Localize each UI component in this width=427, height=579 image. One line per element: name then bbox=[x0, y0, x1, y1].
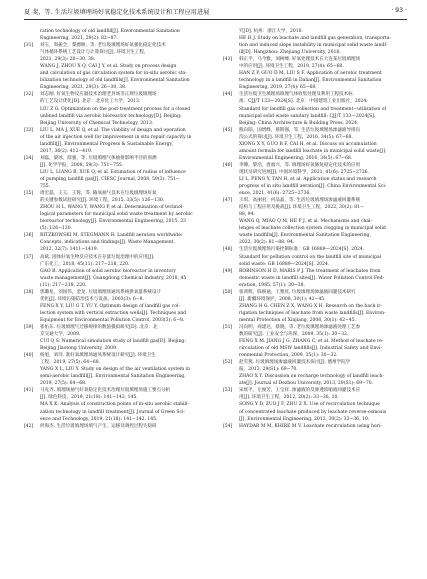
reference-entry bbox=[24, 423, 208, 430]
reference-text-line: 755. bbox=[40, 184, 51, 190]
reference-text-line: HAYDAR M M, KHIRE M V. Leachate recirculation using hori- bbox=[239, 423, 382, 429]
reference-text-line: rigation techniques of leachate from waste landfills[J]. Environ- bbox=[239, 310, 386, 316]
reference-text-line: ROBINSON H D, MARIS P J. The treatment of leachates from bbox=[239, 268, 381, 274]
reference-number: [54] bbox=[223, 423, 233, 429]
reference-entry bbox=[223, 423, 407, 430]
reference-text-line: 刘志刚. 好氧生物反应器技术治理老封场非正规垃圾填埋场 bbox=[40, 92, 157, 98]
reference-text-line: waste landfills[J]. Environmental Sanitation Engineering, bbox=[239, 233, 371, 239]
reference-text-line: WANG Q, MIAO Q M, HE P J, et al. Mechanisms and chal- bbox=[239, 219, 373, 225]
reference-entry bbox=[223, 70, 407, 91]
reference-text-line: 88, 94. bbox=[239, 212, 255, 218]
reference-text-line: tion and induced slope instability in municipal solid waste landf- bbox=[239, 43, 388, 49]
reference-entry bbox=[24, 324, 208, 338]
reference-entry bbox=[223, 268, 407, 289]
reference-text-line: 2012, 32(7): 1411−1419. bbox=[40, 247, 99, 253]
reference-entry bbox=[24, 338, 208, 352]
reference-entry bbox=[223, 91, 407, 105]
reference-text-line: HE H J. Study on leachate and landfill gas generation, transporta- bbox=[239, 36, 392, 42]
reference-text-line: ence and Technology, 2019, 21(18): 141−142, 145. bbox=[40, 416, 158, 422]
reference-number: [44] bbox=[223, 92, 233, 98]
reference-text-line: Equipment for Environmental Pollution Control, 2003(3): 6−8. bbox=[40, 317, 185, 323]
reference-text-line: LIU L, LIANG B, XUE Q, et al. Estimation of radius of influence bbox=[40, 169, 186, 175]
reference-text-line: Engineering, 2019, 27(4): 65−68. bbox=[239, 85, 317, 91]
reference-text-line: Engineering, 2021, 29(2): 82−87. bbox=[40, 36, 118, 42]
reference-entry bbox=[223, 373, 407, 387]
reference-text-line: LIU L, MA J, XUE Q, et al. The viability of design and operation bbox=[40, 127, 186, 133]
reference-entry bbox=[24, 268, 208, 289]
reference-number: [40] bbox=[24, 353, 34, 359]
reference-entry bbox=[223, 197, 407, 218]
reference-text-line: 赵雪燕. 垃圾填埋场渗滤液回灌技术探讨[J]. 德州学院学 bbox=[239, 360, 351, 366]
running-header-title: 夏 斐，等. 生活垃圾填埋场好氧稳定化技术系统设计和工程应用进展 bbox=[24, 9, 210, 16]
reference-text-line: 李慷，黎浩，唐福兴，等. 填埋场好氧修复稳定化技术的应用 bbox=[239, 162, 361, 168]
reference-text-line: [J]. Environmental Engineering, 2012, 30(2): 33−36, 10. bbox=[239, 416, 370, 422]
reference-text-line: ZHOU H L, WANG Y, WANG P, et al. Determination of technol- bbox=[40, 205, 184, 211]
reference-number: [36] bbox=[24, 233, 34, 239]
reference-text-line: [J]. 绿色科技，2019, 21(18): 141−142, 145. bbox=[40, 395, 138, 401]
header-rule bbox=[24, 19, 407, 20]
reference-text-line: 张鸿辉，陈焕通，王雅优. 垃圾填埋场渗滤液回灌技术研究 bbox=[239, 289, 356, 295]
reference-entry bbox=[24, 169, 208, 190]
reference-entry bbox=[223, 387, 407, 401]
reference-text-line: 2022, 30(2): 81−88, 94. bbox=[239, 240, 295, 246]
reference-text-line: ate[J]. Journal of Dezhou University, 2013, 29(S1): 69−70. bbox=[239, 381, 374, 387]
reference-text-line: 马克齐. 填埋场抽气好氧稳定化技术治理垃圾填埋场施工要点分析 bbox=[40, 388, 171, 394]
reference-text-line: 京交通大学，2009. bbox=[40, 332, 81, 338]
reference-text-line: ration technology of old landfill[J]. Environmental Sanitation bbox=[40, 29, 180, 34]
reference-text-line: semi-aerobic landfill[J]. Environmental Sanitation Engineering, bbox=[40, 374, 186, 380]
reference-text-line: Environmental Engineering, 2016, 34(5): 67−68. bbox=[239, 155, 353, 161]
reference-text-line: LIU Z G. Optimization on the post-treatment process for a closed bbox=[40, 106, 191, 112]
reference-text-line: progress of in situ landfill aeration[J]. China Environmental Sci- bbox=[239, 184, 387, 190]
reference-entry bbox=[24, 303, 208, 324]
reference-text-line: 的关键参数试验研究[J]. 环境工程，2015, 33(5): 126−130. bbox=[40, 198, 165, 204]
reference-text-line: of concentrated leachate produced by leachate reverse-osmosis bbox=[239, 409, 387, 415]
reference-text-line: (5): 126−130. bbox=[40, 226, 73, 232]
reference-number: [51] bbox=[223, 324, 233, 330]
reference-entry bbox=[24, 366, 208, 387]
reference-entry bbox=[223, 303, 407, 324]
reference-number: [38] bbox=[24, 289, 34, 295]
reference-text-line: 冯向明，商建达，蔡晓，等. 老垃圾填埋场渗滤液处理工艺参 bbox=[239, 324, 361, 330]
reference-text-line: 工程，2019, 27(5): 64−68. bbox=[40, 360, 101, 366]
running-header bbox=[24, 7, 407, 19]
reference-number: [49] bbox=[223, 268, 233, 274]
reference-text-line: amount formula for landfill leachate in municipal solid waste[J]. bbox=[239, 148, 387, 154]
reference-number: [34] bbox=[24, 155, 34, 161]
reference-entry bbox=[24, 387, 208, 401]
reference-text-line: SONG Y D, ZUO J F, ZHU Z X. Use of recirculation technique bbox=[239, 402, 380, 408]
reference-text-line: 熊向阳，国增峰，蔡斯强，等. 生活垃圾填埋场渗滤液导排盲 bbox=[239, 127, 361, 133]
reference-entry bbox=[24, 155, 208, 169]
reference-number: [46] bbox=[223, 162, 233, 168]
reference-text-line: RITZKOWSKI M, STEGMANN R. Landfill aeration worldwide: bbox=[40, 233, 183, 239]
page-number: · 93 · bbox=[391, 7, 407, 14]
reference-text-line: waste management[J]. Guangdong Chemical Industry, 2018, 45 bbox=[40, 275, 187, 281]
reference-text-line: unlined landfill via aerobic bioreactor technology[D]. Beijing: bbox=[40, 113, 182, 119]
reference-number: [32] bbox=[24, 92, 34, 98]
reference-entry bbox=[223, 359, 407, 373]
reference-number: [45] bbox=[223, 127, 233, 133]
reference-text-line: mental Protection of Xinjiang, 2008, 30(1): 42−45. bbox=[239, 317, 357, 323]
reference-entry bbox=[24, 91, 208, 105]
reference-text-line: 周宏磊，王玉，王蓉，等. 输氧抽气技术在垃圾填埋场好氧 bbox=[40, 191, 157, 197]
reference-text-line: 用[J]. 环境卫生工程，2012, 20(2): 33−36, 10. bbox=[239, 395, 339, 401]
reference-text-line: of pumping landfill gas[J]. CIESC Journal, 2008, 59(3): 751− bbox=[40, 176, 180, 182]
reference-text-line: LI L, PENG Y, TAN H, et al. Application status and research bbox=[239, 176, 377, 182]
reference-entry bbox=[223, 246, 407, 253]
reference-entry bbox=[24, 254, 208, 268]
reference-text-line: Standard for pollution control on the landfill site of municipal bbox=[239, 254, 382, 260]
reference-text-line: 宋瑶平，左俊芳，王宝祥. 渗滤液的反渗透浓缩液回灌技术应 bbox=[239, 388, 361, 394]
reference-text-line: ZHAO X Y. Discussion on recharge technology of landfill leach- bbox=[239, 374, 384, 380]
reference-text-line: CUI Q S. Numerical simulation study of landfill gas[D]. Beijing: bbox=[40, 339, 186, 345]
reference-text-line: domestic waste in landfill sites[J]. Water Pollution Control Fed- bbox=[239, 275, 385, 281]
reference-number: [35] bbox=[24, 191, 34, 197]
reference-text-line: Standard for landfill gas collection and treatment−utilization of bbox=[239, 106, 387, 112]
reference-text-line: bioreactor technology[J]. Environmental Engineering, 2015, 33 bbox=[40, 219, 187, 225]
reference-text-line: GAO B. Application of solid aerobic bioreactor in inventory bbox=[40, 268, 176, 274]
reference-entry bbox=[223, 324, 407, 338]
reference-number: [33] bbox=[24, 127, 34, 133]
reference-text-line: FENG X Y, LIU G T, YU Y. Optimum design of landfill gas col- bbox=[40, 303, 181, 309]
reference-text-line: bilization technology of old landfills[J]. Environmental Sanitation bbox=[40, 78, 190, 84]
reference-text-line: solid waste: GB 16889—2024[S]. 2024. bbox=[239, 261, 330, 267]
reference-text-line: zation technology in landfill treatment[J]. Journal of Green Sci- bbox=[40, 409, 186, 415]
reference-text-line: Engineering, 2021, 29(3): 26−30, 38. bbox=[40, 85, 127, 91]
reference-text-line: 报，2013, 29(S1): 69−70. bbox=[239, 367, 298, 373]
reference-text-line: ZHANG H G, CHEN Z X, WANG X H. Research on the back ir- bbox=[239, 303, 382, 309]
reference-entry bbox=[223, 254, 407, 268]
reference-text-line: 生活垃圾卫生填埋场填埋气体收集处理及利用工程技术标 bbox=[239, 92, 353, 98]
reference-text-line: YANG X L, LIU Y. Study on design of the air ventilation system in bbox=[40, 367, 191, 373]
reference-number: [53] bbox=[223, 388, 233, 394]
reference-text-line: 韩正平，马今雅，刘树峰. 好氧处理技术在大连某垃圾填埋场 bbox=[239, 57, 361, 63]
reference-text-line: 准：CJJ/T 133—2024[S]. 北京：中国建筑工业出版社，2024. bbox=[239, 99, 368, 105]
reference-text-line: 现状及研究进展[J]. 中国环境科学，2021, 41(6): 2725−2736. bbox=[239, 169, 369, 175]
reference-text-line: landfill[J]. Environmental Progress & Sustainable Energy, bbox=[40, 141, 173, 147]
reference-entry bbox=[223, 176, 407, 197]
reference-text-line: and calculation of gas circulation system for in-situ aerobic sta- bbox=[40, 71, 187, 77]
reference-text-line: circulation of old MSW landfills[J]. Industrial Safety and Envi- bbox=[239, 346, 382, 352]
reference-entry bbox=[223, 338, 407, 359]
reference-text-line: 沟公式的探讨[J]. 环境卫生工程，2016, 34(5): 67−68. bbox=[239, 134, 353, 140]
reference-entry bbox=[24, 28, 208, 42]
reference-text-line: 何海杰. 生活垃圾填埋场填气产生、运移及调控过程失稳研 bbox=[40, 423, 157, 429]
references-right-column bbox=[223, 28, 407, 430]
reference-text-line: WANG J, ZHOU X Q, CAI J Y, et al. Study on process design bbox=[40, 64, 177, 70]
reference-text-line: of the air injection well for improvement in situ repair capacity in bbox=[40, 134, 192, 140]
reference-text-line: 2021, 29(3): 26−30, 38. bbox=[40, 57, 96, 63]
reference-number: [41] bbox=[24, 388, 34, 394]
reference-text-line: lection system with vertical extraction wells[J]. Techniques and bbox=[40, 310, 187, 316]
reference-text-line: 2019, 27(5): 64−68. bbox=[40, 381, 87, 387]
reference-text-line: 数的研究[J]. 工业安全与环保，2009, 35(1): 30−32. bbox=[239, 332, 349, 338]
reference-text-line: 优化[J]. 环境污染防治技术与设备，2003(3): 6−8. bbox=[40, 296, 144, 302]
reference-text-line: [J]. 新疆环境保护，2008, 30(1): 42−45. bbox=[239, 296, 326, 302]
reference-entry bbox=[24, 190, 208, 204]
reference-text-line: HAN Z P, GUO D M, LIU S F. Application of aerobic treatment bbox=[239, 71, 382, 77]
reference-text-line: logical parameters for municipal solid waste treatment by aerobic bbox=[40, 212, 193, 218]
reference-text-line: eration, 1985, 57(1): 30−38. bbox=[239, 282, 305, 288]
reference-entry bbox=[24, 204, 208, 232]
reference-text-line: Beijing: China Architecture & Building Press, 2024. bbox=[239, 120, 359, 126]
reference-text-line: municipal solid waste sanitary landfill: CJJ/T 133—2024[S]. bbox=[239, 113, 376, 119]
reference-text-line: [J]. 化学学报，2008, 59(3): 751−755. bbox=[40, 162, 124, 168]
reference-number: [50] bbox=[223, 289, 233, 295]
reference-text-line: Beijing Jiaotong University, 2009. bbox=[40, 346, 118, 352]
reference-entry bbox=[223, 289, 407, 303]
reference-text-line: ill[D]. Hangzhou: Zhejiang University, 2018. bbox=[239, 50, 341, 56]
reference-entry bbox=[223, 162, 407, 176]
reference-entry bbox=[223, 28, 407, 35]
reference-entry bbox=[24, 289, 208, 303]
reference-text-line: 结构与工程应用及挑战[J]. 环境卫生工程，2022, 30(2): 81− bbox=[239, 205, 364, 211]
references-left-column bbox=[24, 28, 208, 430]
reference-entry bbox=[24, 106, 208, 127]
reference-text-line: lenges of leachate collection system clogging in municipal solid bbox=[239, 226, 386, 232]
reference-entry bbox=[24, 232, 208, 253]
reference-text-line: 杨旭，刘洋. 准好氧填埋场通风系统设计研究[J]. 环境卫生 bbox=[40, 353, 156, 359]
reference-number: [48] bbox=[223, 247, 233, 253]
reference-entry bbox=[24, 352, 208, 366]
reference-text-line: ence, 2021, 41(6): 2725−2736. bbox=[239, 191, 311, 197]
reference-text-line: ronmental Protection, 2009, 35(1): 30−32. bbox=[239, 353, 338, 359]
reference-text-line: 刘玉，周振全，黎德修，等. 老垃圾填埋场好氧强化稳定化技术 bbox=[40, 43, 166, 49]
reference-entry bbox=[24, 401, 208, 422]
reference-text-line: Beijing University of Chemical Technology, 2013. bbox=[40, 120, 154, 126]
reference-entry bbox=[223, 35, 407, 56]
reference-text-line: 气体循环系统工艺设计与计算探讨[J]. 环境卫生工程， bbox=[40, 50, 149, 56]
reference-number: [47] bbox=[223, 198, 233, 204]
reference-text-line: Concepts, indications and findings[J]. Waste Management, bbox=[40, 240, 175, 246]
reference-entry bbox=[24, 42, 208, 63]
reference-text-line: 郭璐星，刘国伟，金龙. 垃圾填埋场通风系统供氧量系统设计 bbox=[40, 289, 162, 295]
reference-entry bbox=[24, 127, 208, 155]
reference-entry bbox=[223, 127, 407, 141]
reference-entry bbox=[223, 56, 407, 70]
reference-number: [42] bbox=[24, 423, 34, 429]
reference-entry bbox=[24, 63, 208, 91]
reference-text-line: 崔佑东. 垃圾填埋气迁移规律的数值模拟研究[D]. 北京：北 bbox=[40, 324, 158, 330]
reference-text-line: XIONG X Y, GUO B F, CAI H, et al. Discuss on accumulation bbox=[239, 141, 377, 147]
reference-entry bbox=[223, 401, 407, 422]
reference-text-line: FENG X M, JIANG J G, ZHANG C, et al. Method of leachate re- bbox=[239, 339, 384, 345]
reference-number: [31] bbox=[24, 43, 34, 49]
reference-text-line: 生活垃圾填埋场污染控制标准：GB 16889—2024[S]. 2024. bbox=[239, 247, 365, 253]
reference-text-line: 的工艺设计优化[D]. 北京：北京化工大学，2013. bbox=[40, 99, 141, 105]
reference-text-line: 王琪，高丽君，何品晶，等. 生活垃圾填埋场渗滤液回灌系统 bbox=[239, 198, 361, 204]
reference-number: [37] bbox=[24, 254, 34, 260]
reference-number: [43] bbox=[223, 57, 233, 63]
reference-text-line: 高斌. 固体好氧生物反应技术在存量垃圾治理中的应用[J]. bbox=[40, 254, 155, 260]
reference-text-line: 中的应用[J]. 环境卫生工程，2019, 27(4): 65−68. bbox=[239, 64, 344, 70]
reference-entry bbox=[223, 106, 407, 127]
reference-number: [39] bbox=[24, 324, 34, 330]
reference-text-line: (11): 217−218, 220. bbox=[40, 282, 87, 288]
reference-number: [52] bbox=[223, 360, 233, 366]
reference-text-line: MA X K. Analysis of construction points of in-situ aerobic stabili- bbox=[40, 402, 189, 408]
reference-entry bbox=[223, 141, 407, 162]
reference-text-line: technology in a landfill in Dalian[J]. Environmental Sanitation bbox=[239, 78, 382, 84]
reference-text-line: 2017, 36(2): 412−419. bbox=[40, 148, 93, 154]
reference-text-line: 广东化工，2018, 45(11): 217−218, 220. bbox=[40, 261, 130, 267]
reference-text-line: 究[D]. 杭州：浙江大学，2018. bbox=[239, 29, 304, 34]
reference-entry bbox=[223, 218, 407, 246]
reference-text-line: 刘磊，梁冰，薛强，等. 垃圾填埋气体抽排影响半径的预测 bbox=[40, 155, 157, 161]
